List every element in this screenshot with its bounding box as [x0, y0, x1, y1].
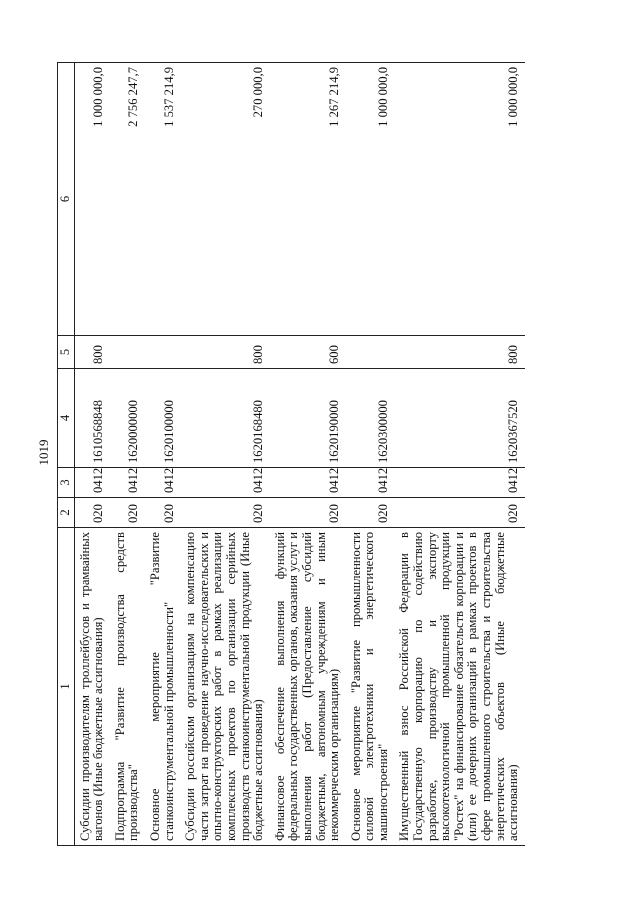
table-header-row — [58, 63, 75, 846]
row-col6: 1 267 214,9 — [270, 63, 346, 336]
row-description: Основное мероприятие "Развитие станкоинструментальной промышленности" — [145, 528, 180, 846]
row-description: Имущественный взнос Российской Федерации в Государственную корпорацию по содействию разработке, производству и экспорту высокотехнологичной промышленной продукции "Ростех" на финансирование обязательств корпорации и (или) ее дочерних организаций в рамках проектов в сфере промышленного строительства и строительства энергетических объектов (Иные бюджетные ассигнования) — [394, 528, 524, 846]
row-col2: 020 — [346, 498, 395, 528]
row-col2: 020 — [270, 498, 346, 528]
header-col-4: 4 — [58, 369, 75, 468]
budget-table — [57, 62, 525, 846]
row-col2: 020 — [145, 498, 180, 528]
row-col3: 0412 — [145, 468, 180, 498]
table-row — [145, 63, 180, 846]
row-col2: 020 — [110, 498, 145, 528]
row-col4: 1620100000 — [145, 369, 180, 468]
row-col3: 0412 — [270, 468, 346, 498]
table-row — [180, 63, 270, 846]
row-col6: 270 000,0 — [180, 63, 270, 336]
header-col-1: 1 — [58, 528, 75, 846]
table-row — [74, 63, 110, 846]
row-description: Субсидии производителям троллейбусов и трамвайных вагонов (Иные бюджетные ассигнования) — [74, 528, 110, 846]
row-description: Подпрограмма "Развитие производства средств производства" — [110, 528, 145, 846]
row-col6: 1 000 000,0 — [74, 63, 110, 336]
table-row — [346, 63, 395, 846]
row-col3: 0412 — [110, 468, 145, 498]
row-description: Финансовое обеспечение выполнения функций федеральных государственных органов, оказания услуг и выполнения работ (Предоставление субсидий бюджетным, автономным учреждениям и иным некоммерческим организациям) — [270, 528, 346, 846]
header-col-6: 6 — [58, 63, 75, 336]
row-col5: 800 — [180, 336, 270, 369]
row-col5 — [346, 336, 395, 369]
header-col-2: 2 — [58, 498, 75, 528]
header-col-3: 3 — [58, 468, 75, 498]
row-col3: 0412 — [180, 468, 270, 498]
row-col2: 020 — [180, 498, 270, 528]
row-col5: 800 — [394, 336, 524, 369]
table-row — [110, 63, 145, 846]
row-col6: 1 537 214,9 — [145, 63, 180, 336]
header-col-5: 5 — [58, 336, 75, 369]
page-number: 1019 — [36, 439, 51, 466]
row-col6: 1 000 000,0 — [394, 63, 524, 336]
row-col4: 1620300000 — [346, 369, 395, 468]
row-col4: 1620168480 — [180, 369, 270, 468]
row-col3: 0412 — [346, 468, 395, 498]
row-col4: 1620367520 — [394, 369, 524, 468]
row-col3: 0412 — [394, 468, 524, 498]
row-col3: 0412 — [74, 468, 110, 498]
row-col5 — [145, 336, 180, 369]
row-col4: 1620190000 — [270, 369, 346, 468]
row-col4: 1610568848 — [74, 369, 110, 468]
row-col4: 1620000000 — [110, 369, 145, 468]
row-col6: 1 000 000,0 — [346, 63, 395, 336]
row-col5: 600 — [270, 336, 346, 369]
table-row — [394, 63, 524, 846]
row-description: Субсидии российским организациям на компенсацию части затрат на проведение научно-исследовательских и опытно-конструкторских работ в рамках реализации комплексных проектов по организации серийных производств станкоинструментальной продукции (Иные бюджетные ассигнования) — [180, 528, 270, 846]
row-col2: 020 — [394, 498, 524, 528]
row-col5 — [110, 336, 145, 369]
row-col6: 2 756 247,7 — [110, 63, 145, 336]
row-col5: 800 — [74, 336, 110, 369]
table-row — [270, 63, 346, 846]
row-col2: 020 — [74, 498, 110, 528]
row-description: Основное мероприятие "Развитие промышленности силовой электротехники и энергетического машиностроения" — [346, 528, 395, 846]
